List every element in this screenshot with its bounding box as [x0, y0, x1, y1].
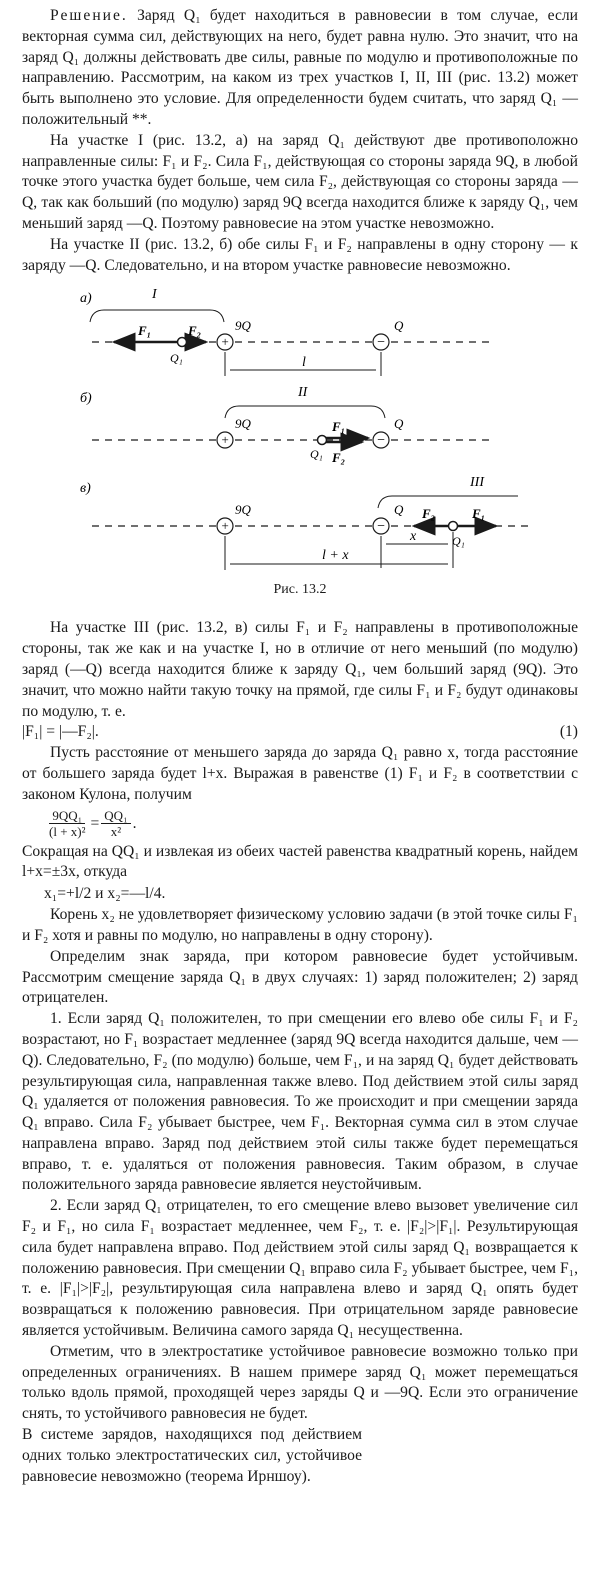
label-F1-b: F₁: [332, 419, 346, 435]
paragraph-root: Корень x₂ не удовлетворяет физическому условию задачи (в этой точке силы F₁ и F₂ хотя и равны по модулю, но направлены в одну сторону).: [22, 906, 578, 944]
label-9Q-c: 9Q: [235, 502, 251, 518]
label-F1-c: F₁: [472, 506, 486, 522]
paragraph-earnshaw: В системе зарядов, находящихся под действием одних только электростатических сил, устойчивое равновесие невозможно (теорема Ирншоу).: [22, 1426, 362, 1485]
charge-Q1-b: [318, 436, 327, 445]
label-Q1-a: Q₁: [170, 351, 183, 366]
label-Q-b: Q: [394, 416, 404, 432]
paragraph-distance: Пусть расстояние от меньшего заряда до заряда Q₁ равно x, тогда расстояние от большего заряда будет l+x. Выражая в равенстве (1) F₁ и F₂ в соответствии с законом Кулона, получим: [22, 744, 578, 803]
label-b: б): [80, 391, 92, 407]
paragraph-case-1: 1. Если заряд Q₁ положителен, то при смещении его влево обе силы F₁ и F₂ возрастают, но F₁ возрастает медленнее (заряд 9Q всегда находится дальше, чем —Q). Следовательно, F₂ (по модулю) больше, чем F₁, и на заряд Q₁ будет действовать результирующая сила, направленная также влево. Под действием этой силы заряд Q₁ удаляется от положения равновесия. То же происходит и при смещении заряда Q₁ вправо. Сила F₂ убывает быстрее, чем F₁. Векторная сумма сил в этом случае направлена вправо. Заряд под действием этой силы также будет перемещаться вправо, т. е. удаляться от положения равновесия. Таким образом, в случае положительного заряда равновесие является неустойчивым.: [22, 1010, 578, 1194]
fraction-right: [101, 808, 130, 839]
label-a: а): [80, 291, 92, 307]
paragraph-section-3: На участке III (рис. 13.2, в) силы F₁ и F₂ направлены в противоположные стороны, так же как и на участке I, но в отличие от него меньший (по модулю) заряд (—Q) всегда находится ближе к заряду Q₁, чем больший заряд (9Q). Это значит, что можно найти такую точку на прямой, где силы F₁ и F₂ будут одинаковы по модулю, т. е.: [22, 619, 578, 720]
label-F1-a: F₁: [138, 323, 152, 339]
paragraph-note: Отметим, что в электростатике устойчивое равновесие возможно только при определенных ограничениях. В нашем примере заряд Q₁ может перемещаться только вдоль прямой, проходящей через заряды Q и —9Q. Если это ограничение снять, то устойчивого равновесия не будет.: [22, 1342, 578, 1423]
label-x: x: [410, 529, 417, 545]
page: [22, 6, 578, 1487]
paragraph-section-2: На участке II (рис. 13.2, б) обе силы F₁ и F₂ направлены в одну сторону — к заряду —Q. Следовательно, и на втором участке равновесие невозможно.: [22, 235, 578, 274]
equation-3: x₁=+l/2 и x₂=—l/4.: [44, 885, 166, 903]
label-l: l: [302, 355, 306, 371]
fraction-right-num: QQ₁: [101, 808, 130, 824]
label-F2-b: F₂: [332, 450, 346, 466]
plus-c: +: [220, 518, 230, 534]
fraction-left-den: (l + x)²: [49, 824, 86, 840]
charge-Q1-c: [449, 522, 458, 531]
paragraph-case-2: 2. Если заряд Q₁ отрицателен, то его смещение влево вызовет увеличение сил F₂ и F₁, но сила F₁ возрастает медленнее, чем F₂, т. е. |F₂|>|F₁|. Результирующая сила будет направлена вправо. Под действием этой силы заряд Q₁ возвращается к положению равновесия. При смещении Q₁ вправо сила F₂ убывает быстрее, чем F₁, т. е. |F₁|>|F₂|, результирующая сила направлена влево и заряд Q₁ опять будет возвращаться к положению равновесия. При отрицательном заряде равновесие является устойчивым. Величина самого заряда Q₁ несущественна.: [22, 1197, 578, 1340]
plus-a: +: [220, 334, 230, 350]
label-Q1-b: Q₁: [310, 447, 323, 462]
paragraph-solution: [22, 6, 578, 131]
solution-text: Заряд Q₁ будет находиться в равновесии в том случае, если векторная сумма сил, действующих на него, будет равна нулю. Это значит, что на заряд Q₁ должны действовать две силы, равные по модулю и противоположные по направлению. Рассмотрим, на каком из трех участков I, II, III (рис. 13.2) может быть выполнено это условие. Для определенности будем считать, что заряд Q₁ — положительный **.: [22, 7, 578, 128]
label-I: I: [152, 287, 157, 303]
label-F2-c: F₂: [422, 506, 436, 522]
label-Q-c: Q: [394, 502, 404, 518]
label-III: III: [470, 475, 484, 491]
fraction-left-num: 9QQ₁: [49, 808, 85, 824]
paragraph-reduce: Сокращая на QQ₁ и извлекая из обеих частей равенства квадратный корень, найдем l+x=±3x, откуда: [22, 842, 578, 881]
minus-b: −: [376, 433, 386, 449]
label-F2-a: F₂: [188, 323, 202, 339]
equation-1-number: (1): [559, 723, 578, 741]
label-II: II: [298, 385, 308, 401]
equals-sign: =: [90, 814, 100, 832]
label-9Q-b: 9Q: [235, 416, 251, 432]
equation-1-body: |F₁| = |—F₂|.: [22, 723, 99, 741]
figure-caption: Рис. 13.2: [273, 582, 327, 598]
minus-a: −: [376, 335, 386, 351]
fraction-left: [46, 808, 89, 839]
label-9Q-a: 9Q: [235, 318, 251, 334]
minus-c: −: [376, 519, 386, 535]
paragraph-section-1: На участке I (рис. 13.2, а) на заряд Q₁ действуют две противоположно направленные силы: F₁ и F₂. Сила F₁, действующая со стороны заряда 9Q, в любой точке этого участка будет больше, чем сила F₂, действующая со стороны заряда —Q, так как больший (по модулю) заряд 9Q всегда находится ближе к заряду Q₁, чем меньший заряд —Q. Поэтому равновесие на этом участке невозможно.: [22, 131, 578, 232]
figure-13-2: [22, 280, 578, 618]
bracket-I: [90, 310, 224, 322]
plus-b: +: [220, 432, 230, 448]
charge-Q1-a: [178, 338, 187, 347]
charges-diagram: [22, 280, 578, 580]
fraction-right-den: x²: [110, 824, 122, 840]
equation-1: [22, 722, 578, 743]
label-lx: l + x: [322, 548, 349, 564]
paragraph-sign: Определим знак заряда, при котором равновесие будет устойчивым. Рассмотрим смещение заряда Q₁ в двух случаях: 1) заряд положителен; 2) заряд отрицателен.: [22, 947, 578, 1007]
equation-2: [44, 806, 578, 842]
label-c: в): [80, 481, 91, 497]
solution-lead: Решение.: [50, 7, 128, 24]
label-Q-a: Q: [394, 318, 404, 334]
equation-2-period: .: [132, 814, 137, 832]
label-Q1-c: Q₁: [452, 534, 465, 549]
